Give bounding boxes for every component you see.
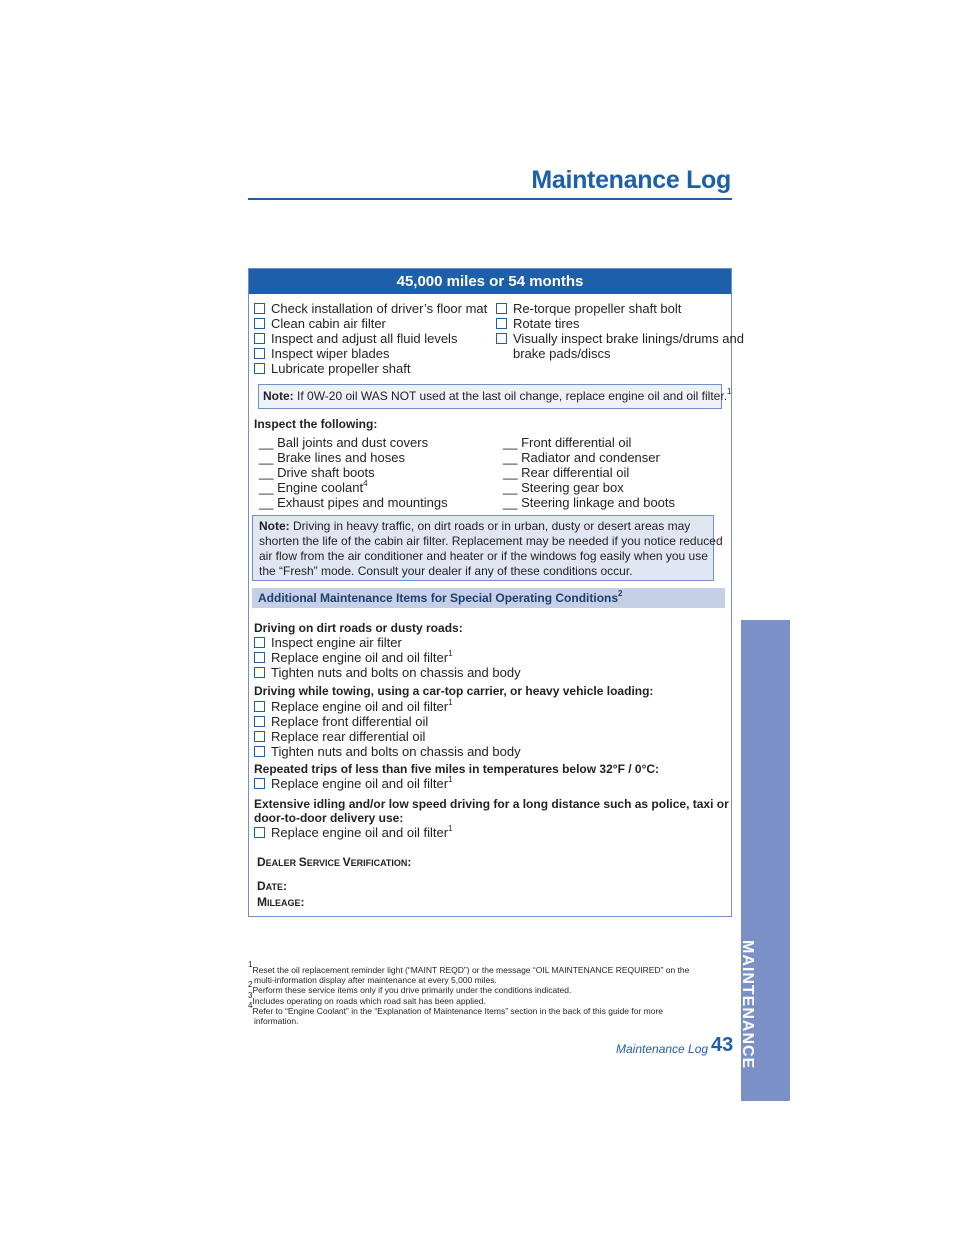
inspect-item: __ Radiator and condenser <box>503 450 660 465</box>
checkbox-icon[interactable] <box>496 333 507 344</box>
maintenance-box <box>248 268 744 917</box>
checkbox-icon[interactable] <box>254 778 265 789</box>
checklist-item-continued: brake pads/discs <box>513 346 611 361</box>
mileage-label: MILEAGE: <box>257 895 305 909</box>
checklist-item[interactable]: Replace engine oil and oil filter$^1$ <box>254 776 453 791</box>
towing-heading: Driving while towing, using a car-top carrier, or heavy vehicle loading: <box>254 684 654 698</box>
checkbox-icon[interactable] <box>254 652 265 663</box>
inspect-item: __ Front differential oil <box>503 435 632 450</box>
inspect-item: __ Steering linkage and boots <box>503 495 676 510</box>
checklist-item[interactable]: Tighten nuts and bolts on chassis and body <box>254 665 521 680</box>
checklist-item[interactable]: Replace front differential oil <box>254 714 428 729</box>
checklist-item[interactable]: Inspect wiper blades <box>254 346 390 361</box>
dirt-roads-heading: Driving on dirt roads or dusty roads: <box>254 621 463 635</box>
checklist-item[interactable]: Replace engine oil and oil filter$^1$ <box>254 699 453 714</box>
checkbox-icon[interactable] <box>254 363 265 374</box>
checklist-item[interactable]: Replace engine oil and oil filter$^1$ <box>254 825 453 840</box>
checkbox-icon[interactable] <box>496 318 507 329</box>
checklist-item[interactable]: Visually inspect brake linings/drums and <box>496 331 744 346</box>
checkbox-icon[interactable] <box>254 667 265 678</box>
footnote-continued: multi-information display after maintenance at every 5,000 miles. <box>254 974 497 985</box>
inspect-item: __ Brake lines and hoses <box>259 450 405 465</box>
checklist-item[interactable]: Check installation of driver’s floor mat <box>254 301 487 316</box>
checklist-item[interactable]: Re-torque propeller shaft bolt <box>496 301 681 316</box>
page-title: Maintenance Log <box>531 166 731 194</box>
inspect-item: __ Drive shaft boots <box>259 465 375 480</box>
checkbox-icon[interactable] <box>254 746 265 757</box>
page-number: 43 <box>711 1034 734 1056</box>
checkbox-icon[interactable] <box>496 303 507 314</box>
inspect-item: __ Ball joints and dust covers <box>259 435 429 450</box>
checklist-item[interactable]: Inspect and adjust all fluid levels <box>254 331 457 346</box>
checklist-item[interactable]: Rotate tires <box>496 316 579 331</box>
inspect-heading: Inspect the following: <box>254 417 378 431</box>
oil-note: Note: If 0W-20 oil WAS NOT used at the last oil change, replace engine oil and oil filter.$^1$ <box>258 384 722 409</box>
footnote: $^4$Refer to “Engine Coolant” in the “Explanation of Maintenance Items” section in the back of this guide for more <box>248 1001 664 1016</box>
footnote: $^1$Reset the oil replacement reminder light (“MAINT REQD”) or the message “OIL MAINTENANCE REQUIRED” on the <box>248 960 690 975</box>
checkbox-icon[interactable] <box>254 637 265 648</box>
inspect-item: __ Engine coolant$^4$ <box>259 479 368 495</box>
inspect-item: __ Exhaust pipes and mountings <box>259 495 448 510</box>
additional-items-heading: Additional Maintenance Items for Special Operating Conditions$^2$ <box>252 588 725 608</box>
checkbox-icon[interactable] <box>254 731 265 742</box>
section-header: 45,000 miles or 54 months <box>249 269 731 294</box>
checkbox-icon[interactable] <box>254 348 265 359</box>
inspect-item: __ Steering gear box <box>503 480 624 495</box>
checklist-item[interactable]: Clean cabin air filter <box>254 316 386 331</box>
short-trips-heading: Repeated trips of less than five miles in temperatures below 32°F / 0°C: <box>254 762 660 776</box>
footnote: $^2$Perform these service items only if you drive primarily under the conditions indicated. <box>248 980 572 995</box>
checklist-item[interactable]: Replace rear differential oil <box>254 729 425 744</box>
footnote: $^3$Includes operating on roads which road salt has been applied. <box>248 990 486 1006</box>
idling-heading: Extensive idling and/or low speed driving for a long distance such as police, taxi or <box>254 797 729 811</box>
checkbox-icon[interactable] <box>254 318 265 329</box>
checklist-item[interactable]: Inspect engine air filter <box>254 635 402 650</box>
idling-heading-continued: door-to-door delivery use: <box>254 811 404 825</box>
checklist-item[interactable]: Tighten nuts and bolts on chassis and body <box>254 744 521 759</box>
checkbox-icon[interactable] <box>254 716 265 727</box>
checkbox-icon[interactable] <box>254 701 265 712</box>
footnote-continued: information. <box>254 1015 299 1026</box>
title-rule <box>248 198 732 200</box>
checkbox-icon[interactable] <box>254 303 265 314</box>
date-label: DATE: <box>257 879 288 893</box>
checkbox-icon[interactable] <box>254 827 265 838</box>
checklist-item[interactable]: Lubricate propeller shaft <box>254 361 410 376</box>
footer-section-label: Maintenance Log <box>616 1042 709 1056</box>
footnotes <box>248 960 732 1026</box>
inspect-item: __ Rear differential oil <box>503 465 630 480</box>
cabin-filter-note: Note: Driving in heavy traffic, on dirt roads or in urban, dusty or desert areas may shorten the life of the cabin air filter. Replacement may be needed if you notice reduced air flow from the air conditioner and heater or if the windows fog easily when you use the “Fresh” mode. Consult your dealer if any of these conditions occur. <box>252 515 714 581</box>
checklist-item[interactable]: Replace engine oil and oil filter$^1$ <box>254 650 453 665</box>
checkbox-icon[interactable] <box>254 333 265 344</box>
dealer-verification-label: DEALER SERVICE VERIFICATION: <box>257 855 412 869</box>
